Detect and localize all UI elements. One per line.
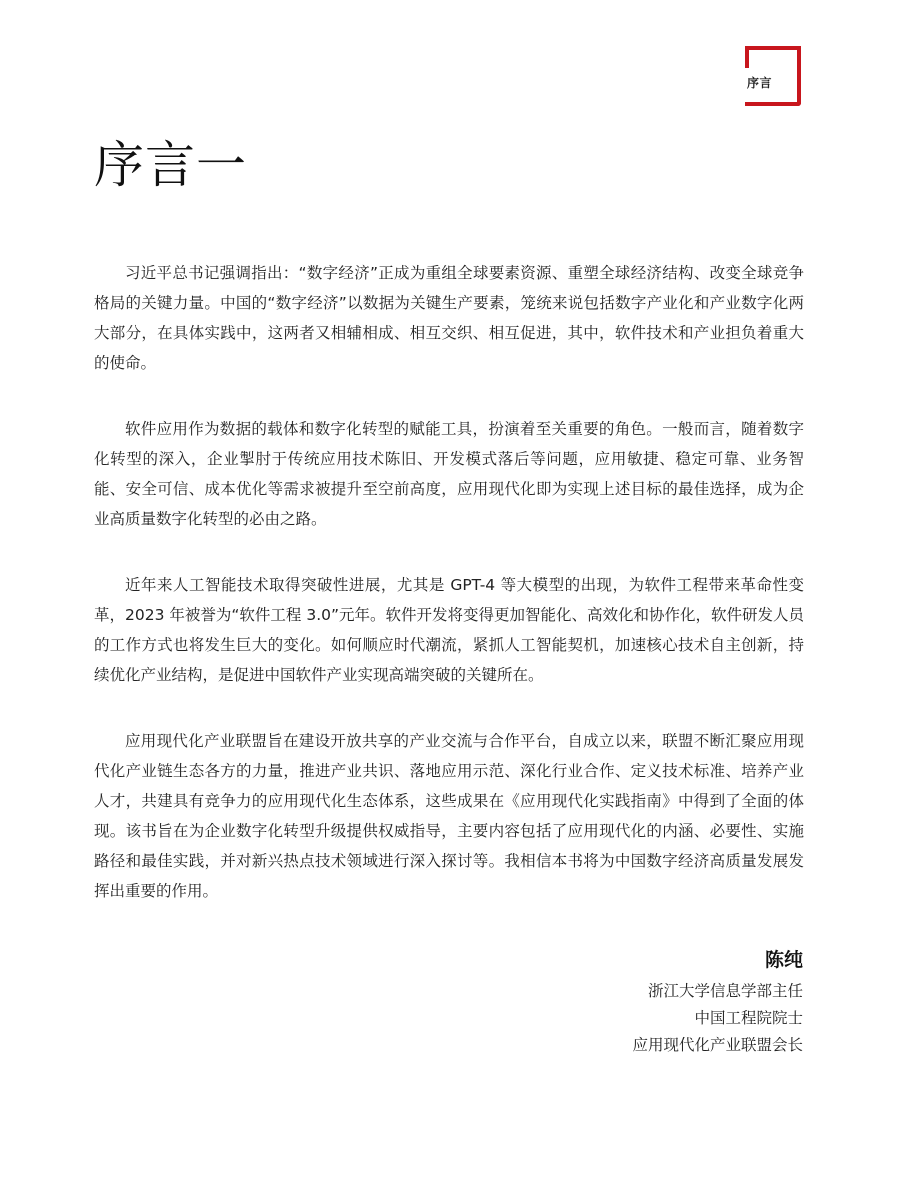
author-name: 陈纯 [764,949,803,971]
page-title: 序言一 [94,136,247,194]
preface-body [94,258,804,942]
author-title: 应用现代化产业联盟会长 [632,1036,803,1054]
section-label: 序言 [747,76,773,90]
paragraph: 软件应用作为数据的载体和数字化转型的赋能工具，扮演着至关重要的角色。一般而言，随着数字化转型的深入，企业掣肘于传统应用技术陈旧、开发模式落后等问题，应用敏捷、稳定可靠、业务智能、安全可信、成本优化等需求被提升至空前高度，应用现代化即为实现上述目标的最佳选择，成为企业高质量数字化转型的必由之路。 [94,420,804,528]
author-title: 浙江大学信息学部主任 [647,982,803,1000]
signature-block [632,944,803,1059]
paragraph: 习近平总书记强调指出：“数字经济”正成为重组全球要素资源、重塑全球经济结构、改变全球竞争格局的关键力量。中国的“数字经济”以数据为关键生产要素，笼统来说包括数字产业化和产业数字化两大部分，在具体实践中，这两者又相辅相成、相互交织、相互促进，其中，软件技术和产业担负着重大的使命。 [94,264,804,372]
paragraph: 近年来人工智能技术取得突破性进展，尤其是 GPT-4 等大模型的出现，为软件工程带来革命性变革，2023 年被誉为“软件工程 3.0”元年。软件开发将变得更加智能化、高效化和协作化，软件研发人员的工作方式也将发生巨大的变化。如何顺应时代潮流，紧抓人工智能契机，加速核心技术自主创新，持续优化产业结构，是促进中国软件产业实现高端突破的关键所在。 [94,576,805,684]
author-title: 中国工程院院士 [694,1009,803,1027]
paragraph: 应用现代化产业联盟旨在建设开放共享的产业交流与合作平台，自成立以来，联盟不断汇聚应用现代化产业链生态各方的力量，推进产业共识、落地应用示范、深化行业合作、定义技术标准、培养产业人才，共建具有竞争力的应用现代化生态体系，这些成果在《应用现代化实践指南》中得到了全面的体现。该书旨在为企业数字化转型升级提供权威指导，主要内容包括了应用现代化的内涵、必要性、实施路径和最佳实践，并对新兴热点技术领域进行深入探讨等。我相信本书将为中国数字经济高质量发展发挥出重要的作用。 [94,732,804,900]
